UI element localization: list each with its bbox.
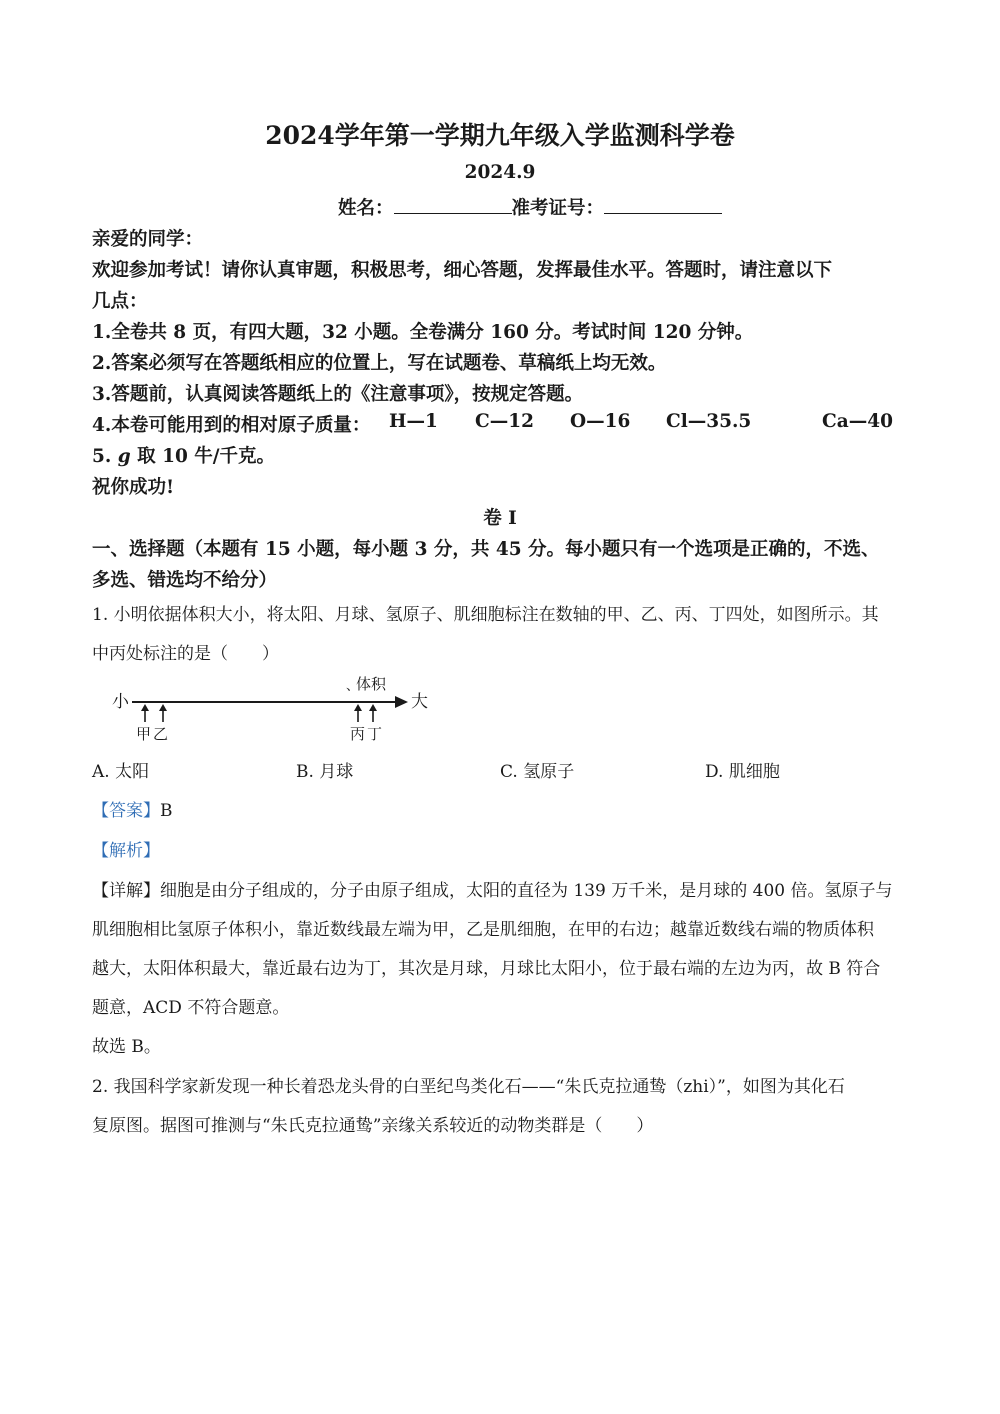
marker-arrow-jia [141, 704, 149, 722]
name-label: 姓名： [338, 198, 394, 219]
q1-text-line-2: 中丙处标注的是（ ） [92, 644, 279, 664]
detail-text-1: 细胞是由分子组成的，分子由原子组成，太阳的直径为 139 万千米，是月球的 400 倍。氢原子与 [160, 881, 893, 901]
exam-date: 2024.9 [464, 162, 536, 183]
detail-tag: 【详解】 [92, 881, 160, 901]
item-5-text: 取 10 牛/千克。 [137, 446, 276, 467]
marker-label-bing: 丙 [350, 725, 366, 742]
axis-label: 体积 [356, 675, 387, 693]
axis-label-tick: 、 [346, 679, 360, 694]
number-line-arrowhead [395, 696, 408, 708]
volume-title: 卷 I [483, 508, 517, 529]
intro-line-1: 欢迎参加考试！请你认真审题，积极思考，细心答题，发挥最佳水平。答题时，请注意以下 [92, 260, 833, 281]
q2-text-line-1: 2. 我国科学家新发现一种长着恐龙头骨的白垩纪鸟类化石——“朱氏克拉通鸷（zhi）”，如图为其化石 [92, 1077, 845, 1097]
q1-option-d: D. 肌细胞 [705, 762, 780, 782]
section-heading-line-1: 一、选择题（本题有 15 小题，每小题 3 分，共 45 分。每小题只有一个选项是正确的，不选、 [92, 539, 880, 560]
q1-option-c: C. 氢原子 [500, 762, 575, 782]
name-id-line [338, 194, 722, 220]
marker-label-yi: 乙 [153, 725, 169, 742]
q1-option-b: B. 月球 [296, 762, 354, 782]
marker-label-ding: 丁 [367, 725, 383, 742]
answer-value: B [160, 801, 173, 821]
volume-number-line-figure [108, 672, 448, 742]
marker-arrow-bing [354, 704, 362, 722]
exam-title: 2024学年第一学期九年级入学监测科学卷 [265, 121, 735, 150]
q1-text-line-1: 1. 小明依据体积大小，将太阳、月球、氢原子、肌细胞标注在数轴的甲、乙、丙、丁四处，如图所示。其 [92, 605, 879, 625]
q2-text-line-2: 复原图。据图可推测与“朱氏克拉通鸷”亲缘关系较近的动物类群是（ ） [92, 1116, 654, 1136]
id-label: 准考证号： [511, 198, 605, 219]
q1-conclusion: 故选 B。 [92, 1037, 161, 1057]
q1-option-a: A. 太阳 [92, 762, 150, 782]
instruction-item-1: 1.全卷共 8 页，有四大题，32 小题。全卷满分 160 分。考试时间 120 分钟。 [92, 322, 754, 343]
atomic-mass-c: C—12 [475, 411, 534, 432]
answer-tag: 【答案】 [92, 801, 160, 821]
q1-detail-line-1 [92, 876, 893, 901]
analysis-tag: 【解析】 [92, 841, 160, 861]
intro-line-2: 几点： [92, 291, 148, 312]
marker-arrow-yi [159, 704, 167, 722]
q1-detail-line-2: 肌细胞相比氢原子体积小，靠近数线最左端为甲，乙是肌细胞，在甲的右边；越靠近数线右端的物质体积 [92, 920, 874, 940]
section-heading-line-2: 多选、错选均不给分） [92, 570, 278, 591]
atomic-mass-label: 4.本卷可能用到的相对原子质量： [92, 415, 371, 436]
atomic-mass-ca: Ca—40 [822, 411, 893, 432]
greeting: 亲爱的同学： [92, 229, 204, 250]
atomic-mass-h: H—1 [389, 411, 438, 432]
q1-detail-line-4: 题意，ACD 不符合题意。 [92, 998, 290, 1018]
q1-detail-line-3: 越大，太阳体积最大，靠近最右边为丁，其次是月球，月球比太阳小，位于最右端的左边为丙，故 B 符合 [92, 959, 881, 979]
instruction-item-2: 2.答案必须写在答题纸相应的位置上，写在试题卷、草稿纸上均无效。 [92, 353, 667, 374]
id-blank [604, 195, 722, 214]
atomic-mass-cl: Cl—35.5 [666, 411, 752, 432]
marker-arrow-ding [369, 704, 377, 722]
instruction-item-3: 3.答题前，认真阅读答题纸上的《注意事项》，按规定答题。 [92, 384, 584, 405]
closing-wish: 祝你成功! [92, 477, 175, 498]
marker-label-jia: 甲 [136, 725, 152, 742]
q1-answer [92, 796, 173, 821]
gravity-symbol: g [117, 446, 131, 467]
name-blank [394, 195, 512, 214]
instruction-item-4 [92, 411, 370, 437]
large-label: 大 [411, 692, 428, 712]
atomic-mass-o: O—16 [570, 411, 631, 432]
instruction-item-5 [92, 442, 275, 468]
small-label: 小 [112, 692, 129, 712]
item-5-prefix: 5. [92, 446, 112, 467]
